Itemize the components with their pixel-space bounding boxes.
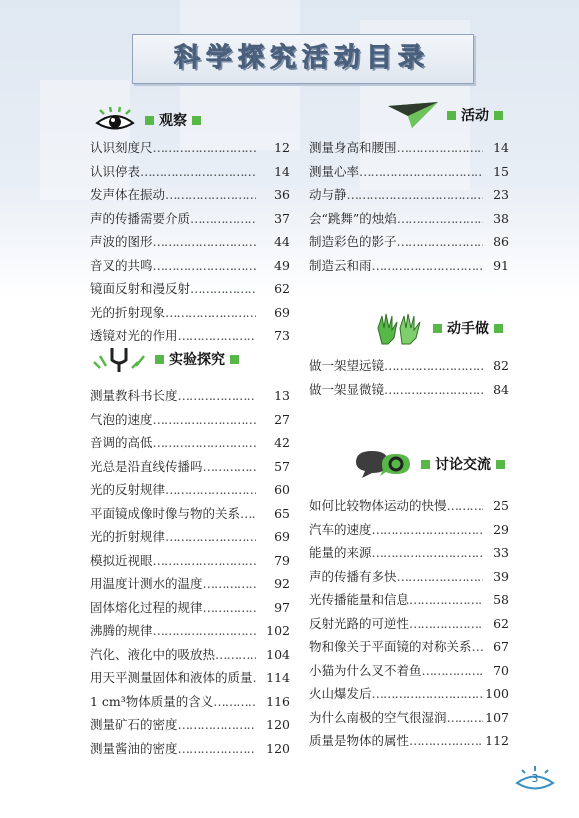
- toc-list-hands-on: [309, 354, 509, 401]
- toc-entry[interactable]: [309, 136, 509, 160]
- toc-entry-page: 42: [274, 435, 290, 450]
- toc-entry-title: 认识停表: [90, 163, 141, 179]
- toc-entry[interactable]: [309, 729, 509, 753]
- toc-entry-page: 60: [274, 482, 290, 497]
- toc-list-discuss: [309, 494, 509, 753]
- toc-leader-dots: [372, 254, 483, 278]
- toc-entry-page: 104: [266, 646, 290, 662]
- toc-entry-page: 92: [274, 576, 290, 591]
- toc-entry[interactable]: [90, 324, 290, 348]
- toc-entry-title: 能量的来源: [309, 545, 372, 560]
- toc-leader-dots: [397, 207, 483, 231]
- toc-entry-title: 汽车的速度: [309, 521, 372, 537]
- toc-entry-page: 97: [274, 599, 290, 615]
- toc-entry-page: 120: [266, 740, 290, 756]
- toc-leader-dots: [372, 518, 483, 542]
- toc-leader-dots: [397, 230, 483, 254]
- toc-leader-dots: [165, 183, 256, 207]
- tuning-fork-icon: [90, 346, 150, 372]
- toc-leader-dots: [347, 183, 483, 207]
- toc-entry[interactable]: [309, 378, 509, 402]
- toc-leader-dots: [178, 737, 256, 761]
- toc-entry[interactable]: [90, 207, 290, 231]
- toc-entry-title: 光的反射规律: [90, 482, 166, 497]
- toc-entry[interactable]: [90, 254, 290, 278]
- toc-entry-page: 62: [274, 281, 290, 296]
- toc-entry[interactable]: [90, 431, 290, 455]
- toc-entry-page: 39: [493, 568, 509, 584]
- toc-entry-page: 100: [485, 686, 509, 701]
- toc-entry-page: 13: [274, 388, 290, 403]
- toc-entry[interactable]: [90, 549, 290, 573]
- toc-entry-page: 65: [274, 505, 290, 521]
- toc-entry[interactable]: [90, 183, 290, 207]
- toc-entry[interactable]: [90, 408, 290, 432]
- toc-entry-title: 光总是沿直线传播吗: [90, 458, 203, 474]
- toc-list-experiment: [90, 384, 290, 760]
- toc-entry-page: 44: [274, 234, 290, 249]
- toc-leader-dots: [215, 643, 256, 667]
- toc-leader-dots: [472, 635, 483, 659]
- section-title-observe: 观察: [159, 113, 187, 129]
- toc-leader-dots: [140, 160, 256, 184]
- toc-entry[interactable]: [90, 502, 290, 526]
- toc-entry-page: 14: [274, 163, 290, 179]
- toc-entry[interactable]: [90, 525, 290, 549]
- toc-entry[interactable]: [309, 230, 509, 254]
- toc-leader-dots: [203, 572, 256, 596]
- toc-leader-dots: [372, 682, 483, 706]
- toc-leader-dots: [190, 277, 256, 301]
- toc-entry-title: 光的折射规律: [90, 529, 166, 544]
- toc-entry[interactable]: [90, 572, 290, 596]
- toc-entry-page: 67: [493, 639, 509, 654]
- toc-entry-page: 91: [493, 257, 509, 273]
- toc-leader-dots: [384, 354, 483, 378]
- toc-entry-title: 小猫为什么叉不着鱼: [309, 662, 422, 678]
- toc-entry-title: 固体熔化过程的规律: [90, 599, 203, 615]
- toc-entry-page: 12: [274, 140, 290, 155]
- toc-entry-title: 如何比较物体运动的快慢: [309, 498, 447, 513]
- toc-entry-title: 光的折射现象: [90, 304, 166, 320]
- toc-entry-page: 58: [493, 592, 509, 607]
- toc-entry-title: 声的传播需要介质: [90, 210, 191, 226]
- toc-entry[interactable]: [90, 160, 290, 184]
- toc-leader-dots: [409, 612, 483, 636]
- toc-leader-dots: [153, 619, 256, 643]
- toc-leader-dots: [397, 136, 483, 160]
- page-title: 科学探究活动目录: [173, 43, 430, 73]
- toc-entry[interactable]: [90, 619, 290, 643]
- toc-entry-page: 57: [274, 458, 290, 474]
- toc-entry[interactable]: [90, 136, 290, 160]
- toc-entry-page: 23: [493, 187, 509, 202]
- toc-leader-dots: [422, 659, 483, 683]
- section-title-hands-on: 动手做: [447, 321, 489, 337]
- toc-entry-title: 平面镜成像时像与物的关系: [90, 505, 241, 521]
- section-heading-observe: [94, 106, 206, 134]
- toc-entry-title: 测量酱油的密度: [90, 740, 178, 756]
- toc-entry-page: 82: [493, 358, 509, 373]
- toc-entry-title: 声的传播有多快: [309, 568, 397, 584]
- toc-entry-page: 70: [493, 662, 509, 678]
- toc-entry[interactable]: [309, 706, 509, 730]
- toc-entry[interactable]: [90, 596, 290, 620]
- toc-entry[interactable]: [90, 277, 290, 301]
- toc-entry-title: 认识刻度尺: [90, 140, 153, 155]
- section-heading-hands-on: [374, 310, 508, 346]
- toc-leader-dots: [397, 565, 483, 589]
- toc-leader-dots: [203, 596, 256, 620]
- toc-leader-dots: [165, 525, 256, 549]
- toc-entry-title: 气泡的速度: [90, 411, 153, 427]
- toc-entry[interactable]: [90, 230, 290, 254]
- toc-leader-dots: [240, 502, 256, 526]
- toc-leader-dots: [409, 729, 483, 753]
- toc-leader-dots: [359, 160, 483, 184]
- toc-entry[interactable]: [90, 666, 290, 690]
- toc-entry[interactable]: [90, 478, 290, 502]
- toc-entry-page: 25: [493, 498, 509, 513]
- toc-entry[interactable]: [90, 455, 290, 479]
- page-number: 3: [531, 772, 539, 785]
- toc-entry-title: 物和像关于平面镜的对称关系: [309, 639, 472, 654]
- toc-entry-page: 27: [274, 411, 290, 427]
- toc-entry-title: 会“跳舞”的烛焰: [309, 210, 397, 226]
- toc-entry-title: 反射光路的可逆性: [309, 615, 410, 631]
- toc-entry-page: 33: [493, 545, 509, 560]
- toc-entry-title: 质量是物体的属性: [309, 733, 410, 748]
- toc-leader-dots: [153, 230, 256, 254]
- toc-leader-dots: [409, 588, 483, 612]
- toc-entry-page: 116: [266, 693, 290, 709]
- toc-entry-page: 62: [493, 615, 509, 631]
- toc-entry[interactable]: [309, 160, 509, 184]
- toc-entry-page: 14: [493, 140, 509, 155]
- section-title-experiment: 实验探究: [169, 352, 225, 368]
- toc-entry[interactable]: [309, 207, 509, 231]
- toc-entry[interactable]: [309, 541, 509, 565]
- toc-entry-page: 29: [493, 521, 509, 537]
- toc-leader-dots: [178, 713, 256, 737]
- toc-entry-page: 69: [274, 304, 290, 320]
- toc-entry-page: 79: [274, 552, 290, 568]
- toc-entry-title: 沸腾的规律: [90, 623, 153, 638]
- toc-entry[interactable]: [90, 643, 290, 667]
- toc-entry-title: 测量矿石的密度: [90, 717, 178, 732]
- toc-leader-dots: [178, 324, 256, 348]
- toc-entry-title: 为什么南极的空气很湿润: [309, 709, 447, 725]
- toc-entry[interactable]: [90, 737, 290, 761]
- toc-leader-dots: [165, 478, 256, 502]
- toc-entry[interactable]: [309, 518, 509, 542]
- toc-leader-dots: [213, 690, 256, 714]
- toc-entry-title: 汽化、液化中的吸放热: [90, 646, 216, 662]
- toc-entry[interactable]: [309, 494, 509, 518]
- toc-entry[interactable]: [309, 682, 509, 706]
- toc-entry[interactable]: [90, 713, 290, 737]
- toc-leader-dots: [153, 408, 256, 432]
- toc-entry-title: 测量身高和腰围: [309, 140, 397, 155]
- toc-list-observe: [90, 136, 290, 348]
- toc-entry-page: 15: [493, 163, 509, 179]
- toc-entry-page: 102: [266, 623, 290, 638]
- section-title-activity: 活动: [461, 108, 489, 124]
- toc-leader-dots: [447, 494, 483, 518]
- toc-list-activity: [309, 136, 509, 277]
- toc-leader-dots: [153, 254, 256, 278]
- toc-entry-title: 制造彩色的影子: [309, 234, 397, 249]
- toc-leader-dots: [153, 549, 256, 573]
- toc-leader-dots: [384, 378, 483, 402]
- toc-entry-page: 38: [493, 210, 509, 226]
- toc-entry[interactable]: [90, 301, 290, 325]
- toc-entry[interactable]: [309, 635, 509, 659]
- section-heading-activity: [386, 100, 508, 130]
- toc-entry-title: 动与静: [309, 187, 347, 202]
- toc-entry-page: 114: [266, 670, 290, 685]
- toc-entry-page: 69: [274, 529, 290, 544]
- toc-entry-page: 107: [485, 709, 509, 725]
- toc-entry-page: 84: [493, 381, 509, 397]
- toc-entry-title: 用温度计测水的温度: [90, 576, 203, 591]
- toc-entry-title: 做一架显微镜: [309, 381, 385, 397]
- toc-leader-dots: [153, 136, 256, 160]
- toc-entry[interactable]: [309, 254, 509, 278]
- toc-entry-page: 49: [274, 257, 290, 273]
- toc-entry-title: 制造云和雨: [309, 257, 372, 273]
- toc-entry-page: 37: [274, 210, 290, 226]
- toc-entry-title: 测量教科书长度: [90, 388, 178, 403]
- eye-icon: [94, 106, 140, 134]
- toc-entry-page: 73: [274, 328, 290, 343]
- section-heading-experiment: [90, 346, 244, 372]
- toc-leader-dots: [203, 455, 256, 479]
- toc-entry-title: 透镜对光的作用: [90, 328, 178, 343]
- toc-entry-title: 火山爆发后: [309, 686, 372, 701]
- toc-entry-title: 光传播能量和信息: [309, 592, 410, 607]
- toc-entry-page: 120: [266, 717, 290, 732]
- toc-leader-dots: [165, 301, 256, 325]
- toc-entry-title: 做一架望远镜: [309, 358, 385, 373]
- toc-entry-title: 声波的图形: [90, 234, 153, 249]
- toc-entry-title: 音调的高低: [90, 435, 153, 450]
- toc-leader-dots: [372, 541, 483, 565]
- toc-entry-title: 1 cm³物体质量的含义: [90, 693, 214, 709]
- toc-entry[interactable]: [90, 690, 290, 714]
- toc-leader-dots: [190, 207, 256, 231]
- toc-leader-dots: [153, 431, 256, 455]
- toc-entry[interactable]: [90, 384, 290, 408]
- hands-icon: [374, 310, 428, 346]
- toc-entry[interactable]: [309, 588, 509, 612]
- toc-entry-page: 86: [493, 234, 509, 249]
- toc-entry[interactable]: [309, 183, 509, 207]
- toc-leader-dots: [178, 384, 256, 408]
- toc-entry-title: 发声体在振动: [90, 187, 166, 202]
- section-title-discuss: 讨论交流: [435, 457, 491, 473]
- paper-plane-icon: [386, 100, 442, 130]
- toc-entry[interactable]: [309, 659, 509, 683]
- toc-entry-page: 36: [274, 187, 290, 202]
- section-heading-discuss: [352, 448, 510, 480]
- toc-entry[interactable]: [309, 612, 509, 636]
- toc-entry-page: 112: [485, 733, 509, 748]
- toc-entry[interactable]: [309, 354, 509, 378]
- toc-entry-title: 用天平测量固体和液体的质量: [90, 670, 253, 685]
- toc-leader-dots: [447, 706, 483, 730]
- toc-entry-title: 音叉的共鸣: [90, 257, 153, 273]
- toc-entry-title: 测量心率: [309, 163, 360, 179]
- toc-entry-title: 模拟近视眼: [90, 552, 153, 568]
- toc-entry[interactable]: [309, 565, 509, 589]
- speech-bubbles-icon: [352, 448, 416, 480]
- toc-entry-title: 镜面反射和漫反射: [90, 281, 191, 296]
